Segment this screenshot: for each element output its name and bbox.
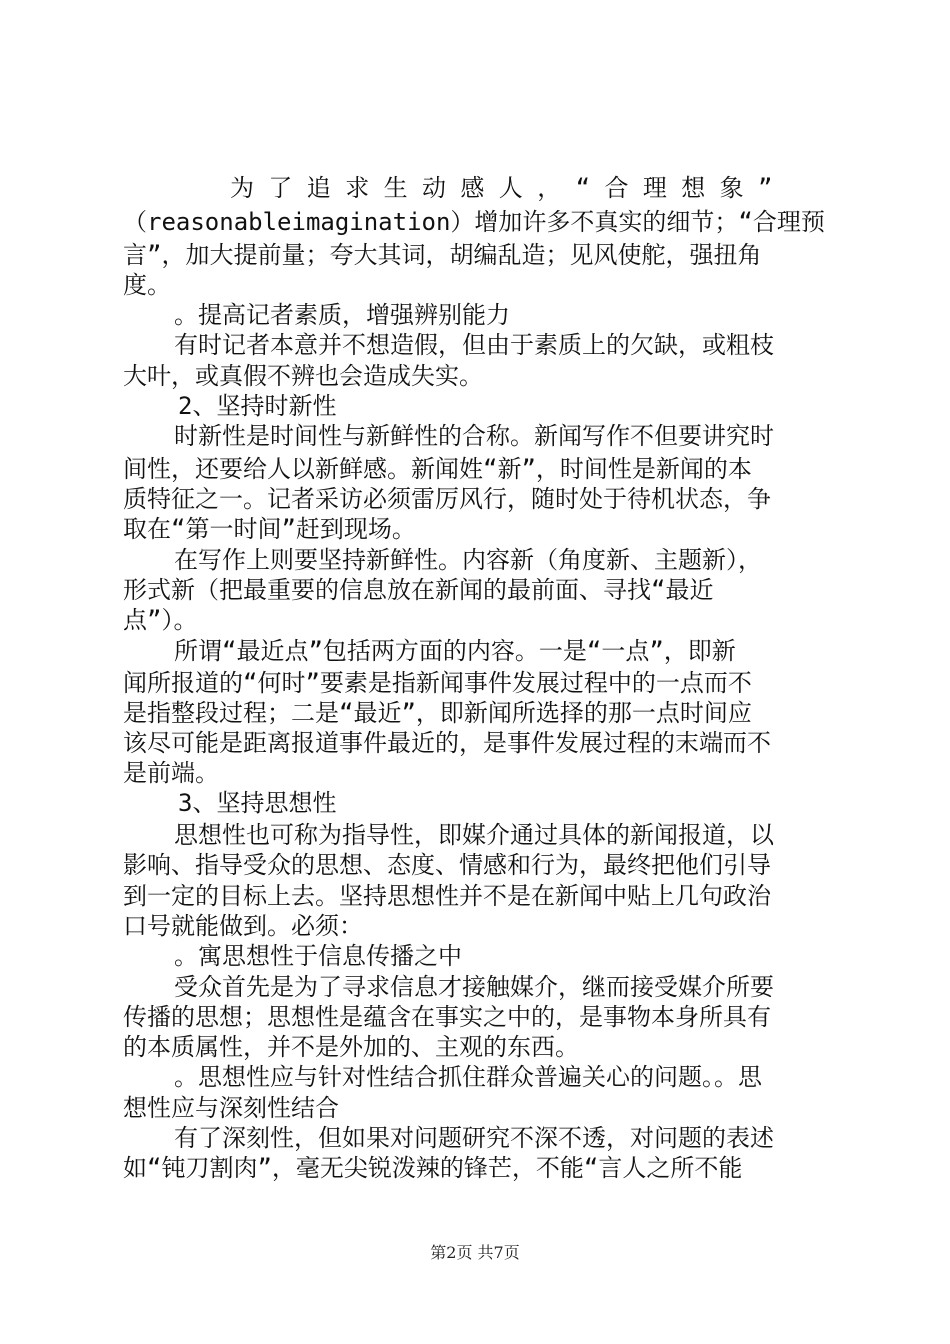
text-line: （reasonableimagination）增加许多不真实的细节；“合理预 <box>123 208 825 236</box>
text-line: 是指整段过程；二是“最近”，即新闻所选择的那一点时间应 <box>123 699 752 727</box>
text-line: 取在“第一时间”赶到现场。 <box>123 515 416 543</box>
page-number-footer: 第2页 共7页 <box>430 1243 520 1262</box>
text-line: 该尽可能是距离报道事件最近的，是事件发展过程的末端而不 <box>123 729 771 757</box>
text-line: 的本质属性，并不是外加的、主观的东西。 <box>123 1033 579 1061</box>
text-line: 大叶，或真假不辨也会造成失实。 <box>123 362 483 390</box>
text-line: 间性，还要给人以新鲜感。新闻姓“新”，时间性是新闻的本 <box>123 455 752 483</box>
text-line: 质特征之一。记者采访必须雷厉风行，随时处于待机状态，争 <box>123 485 771 513</box>
text-line: 所谓“最近点”包括两方面的内容。一是“一点”，即新 <box>174 637 736 665</box>
text-line: 闻所报道的“何时”要素是指新闻事件发展过程中的一点而不 <box>123 669 752 697</box>
text-line: 到一定的目标上去。坚持思想性并不是在新闻中贴上几句政治 <box>123 882 771 910</box>
text-line: 形式新（把最重要的信息放在新闻的最前面、寻找“最近 <box>123 576 714 604</box>
text-line: 有时记者本意并不想造假，但由于素质上的欠缺，或粗枝 <box>174 331 774 359</box>
text-line: 为了追求生动感人，“合理想象” <box>230 174 787 202</box>
text-line: 2、坚持时新性 <box>178 392 337 420</box>
text-line: 口号就能做到。必须： <box>123 912 363 940</box>
text-line: 。提高记者素质，增强辨别能力 <box>174 301 510 329</box>
text-line: 度。 <box>123 271 171 299</box>
text-line: 3、坚持思想性 <box>178 789 337 817</box>
text-line: 影响、指导受众的思想、态度、情感和行为，最终把他们引导 <box>123 851 771 879</box>
text-line: 点”）。 <box>123 606 198 634</box>
text-line: 言”，加大提前量；夸大其词，胡编乱造；见风使舵，强扭角 <box>123 241 762 269</box>
text-line: 传播的思想；思想性是蕴含在事实之中的，是事物本身所具有 <box>123 1003 771 1031</box>
text-line: 想性应与深刻性结合 <box>123 1094 339 1122</box>
text-line: 在写作上则要坚持新鲜性。内容新（角度新、主题新）， <box>174 546 762 574</box>
text-line: 。思想性应与针对性结合抓住群众普遍关心的问题。。思 <box>174 1063 762 1091</box>
text-line: 是前端。 <box>123 759 219 787</box>
text-line: 如“钝刀割肉”，毫无尖锐泼辣的锋芒，不能“言人之所不能 <box>123 1154 743 1182</box>
text-line: 时新性是时间性与新鲜性的合称。新闻写作不但要讲究时 <box>174 422 774 450</box>
text-line: 。寓思想性于信息传播之中 <box>174 942 462 970</box>
text-line: 受众首先是为了寻求信息才接触媒介，继而接受媒介所要 <box>174 973 774 1001</box>
text-line: 有了深刻性，但如果对问题研究不深不透，对问题的表述 <box>174 1124 774 1152</box>
text-line: 思想性也可称为指导性，即媒介通过具体的新闻报道，以 <box>174 821 774 849</box>
